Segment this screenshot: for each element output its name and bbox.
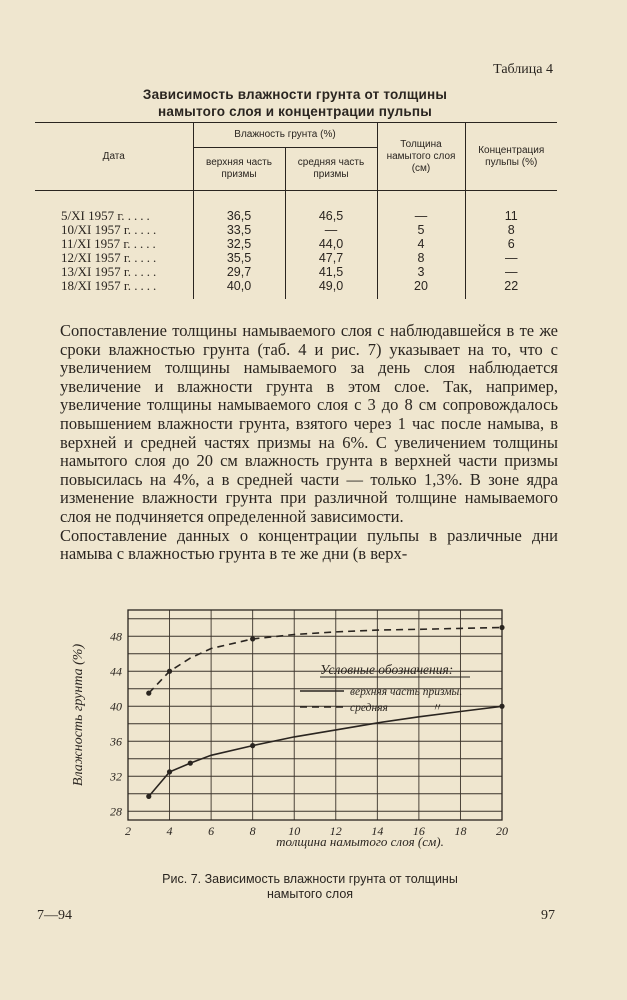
table-cell-upper: 33,5 [193,223,285,237]
signature-mark: 7—94 [37,908,72,923]
table-cell-concentration: 6 [465,237,557,251]
table-row [35,265,557,279]
table-cell-date [35,237,193,251]
paragraph-2: Сопоставление данных о концентрации пульпы в различные дни намыва с влажностью грунта в те же дни (в верх- [60,525,558,564]
table-label: Таблица 4 [493,62,553,77]
legend-label-upper: верхняя часть призмы. [350,686,463,698]
table-cell-middle: — [285,223,377,237]
page-number: 97 [541,908,555,923]
data-point [188,761,193,766]
header-concentration: Концентрация пульпы (%) [465,123,557,191]
table-cell-date [35,191,193,224]
row-date: 12/XI 1957 г. [61,250,131,265]
row-leader-dots: .... [134,264,160,279]
header-upper: верхняя часть призмы [193,148,285,191]
data-point [250,743,255,748]
table-cell-thickness: 4 [377,237,465,251]
data-point [499,625,504,630]
table-cell-thickness: 5 [377,223,465,237]
row-leader-dots: .... [134,222,160,237]
table-cell-date [35,265,193,279]
x-tick-label: 14 [371,824,384,838]
humidity-chart [60,598,530,868]
x-tick-label: 4 [166,824,173,838]
table-cell-middle: 41,5 [285,265,377,279]
table-cell-concentration: 8 [465,223,557,237]
x-tick-label: 6 [208,824,215,838]
y-tick-label: 48 [110,629,122,644]
row-leader-dots: .... [134,250,160,265]
x-axis-label: толщина намытого слоя (см). [276,834,444,849]
table-title-line1: Зависимость влажности грунта от толщины [142,87,448,102]
table-cell-upper: 35,5 [193,251,285,265]
x-tick-label: 10 [288,824,301,838]
table-title [100,86,490,120]
table-cell-thickness: 3 [377,265,465,279]
data-point [146,691,151,696]
table-cell-middle: 46,5 [285,191,377,224]
body-text [60,322,558,564]
x-tick-label: 12 [329,824,342,838]
series-line-upper [149,706,502,796]
x-tick-label: 16 [412,824,425,838]
y-tick-label: 32 [110,769,122,784]
data-point [167,769,172,774]
legend-label-middle: средняя [350,702,388,714]
data-point [250,636,255,641]
table-cell-date [35,251,193,265]
table-cell-middle: 44,0 [285,237,377,251]
y-tick-label: 36 [110,734,122,749]
y-tick-label: 40 [110,699,122,714]
row-date: 10/XI 1957 г. [61,222,131,237]
table-cell-concentration: 22 [465,279,557,299]
row-date: 18/XI 1957 г. [61,278,131,293]
data-point [146,794,151,799]
table-cell-date [35,279,193,299]
table-row [35,223,557,237]
paragraph-1: Сопоставление толщины намываемого слоя с наблюдавшейся в те же сроки влажностью грунта (таб. 4 и рис. 7) указывает на то, что с увеличением толщины намываемого за день слоя наблюдается увеличение и влажности грунта в этом слое. Так, например, увеличение толщины намываемого слоя с 3 до 8 см сопровождалось повышением влажности грунта, взятого через 1 час после намыва, в верхней и средней частях призмы на 6%. С увеличением толщины намытого слоя до 20 см влажность грунта в верхней части призмы повысилась на 4%, а в средней части — только 1,3%. В зоне ядра изменение влажности грунта при различной толщине намываемого слоя не подчиняется определенной зависимости. [60,321,558,526]
x-tick-label: 8 [249,824,256,838]
table-cell-thickness: 20 [377,279,465,299]
header-middle: средняя часть призмы [285,148,377,191]
header-humidity-group: Влажность грунта (%) [193,123,377,148]
plot-frame [128,610,502,820]
table-title-line2: намытого слоя и концентрации пульпы [158,104,432,119]
chart-svg [60,598,530,863]
y-tick-label: 44 [110,664,122,679]
table-cell-upper: 36,5 [193,191,285,224]
table-cell-date [35,223,193,237]
table-cell-upper: 29,7 [193,265,285,279]
table-cell-upper: 40,0 [193,279,285,299]
row-leader-dots: .... [133,236,159,251]
x-tick-label: 18 [454,824,467,838]
caption-line1: Рис. 7. Зависимость влажности грунта от толщины [162,872,458,886]
row-date: 13/XI 1957 г. [61,264,131,279]
legend-title: Условные обозначения: [320,662,454,677]
x-tick-label: 2 [125,824,131,838]
y-tick-label: 28 [110,804,122,819]
series-line-middle [149,628,502,694]
table-cell-middle: 49,0 [285,279,377,299]
header-thickness: Толщина намытого слоя (см) [377,123,465,191]
table-row [35,279,557,299]
table-cell-concentration: 11 [465,191,557,224]
caption-line2: намытого слоя [266,887,354,901]
table-cell-upper: 32,5 [193,237,285,251]
table-cell-concentration: — [465,251,557,265]
table-cell-middle: 47,7 [285,251,377,265]
data-point [167,669,172,674]
table-row [35,251,557,265]
table-cell-thickness: — [377,191,465,224]
table-row [35,237,557,251]
data-point [499,704,504,709]
table-body [35,191,557,300]
data-table [35,122,557,299]
row-date: 11/XI 1957 г. [61,236,131,251]
table-cell-concentration: — [465,265,557,279]
figure-caption [80,872,540,902]
y-axis-label: Влажность грунта (%) [71,643,86,787]
x-tick-label: 20 [496,824,508,838]
table-row [35,191,557,224]
row-leader-dots: .... [127,208,153,223]
table-cell-thickness: 8 [377,251,465,265]
header-date: Дата [35,123,193,191]
row-leader-dots: .... [134,278,160,293]
legend-ditto-mark: 〃 [432,702,443,714]
row-date: 5/XI 1957 г. [61,208,125,223]
